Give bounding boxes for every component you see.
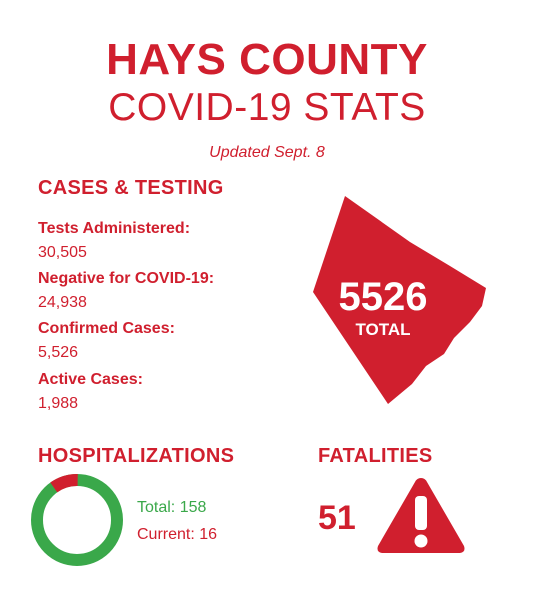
tests-administered-label: Tests Administered: [38, 220, 191, 237]
confirmed-cases-value: 5,526 [38, 344, 79, 361]
hospitalizations-heading: HOSPITALIZATIONS [38, 445, 235, 467]
hospitalizations-donut-chart [30, 473, 124, 567]
current-value: 16 [199, 526, 218, 543]
total-cases-label: TOTAL [355, 320, 411, 339]
fatalities-value: 51 [318, 499, 356, 537]
current-label: Current: [137, 526, 195, 543]
active-cases-label: Active Cases: [38, 371, 143, 388]
fatalities-heading: FATALITIES [318, 445, 433, 467]
donut-current-segment [54, 480, 78, 487]
cases-testing-heading: CASES & TESTING [38, 177, 224, 199]
donut-total-ring [37, 480, 117, 560]
page-title: HAYS COUNTY [106, 35, 428, 84]
hospitalizations-total [137, 498, 206, 518]
negative-label: Negative for COVID-19: [38, 270, 215, 287]
total-value: 158 [179, 499, 207, 516]
tests-administered-value: 30,505 [38, 244, 87, 261]
total-cases-number: 5526 [338, 275, 428, 319]
hospitalizations-current [137, 525, 217, 545]
warning-triangle-icon [375, 474, 467, 556]
active-cases-value: 1,988 [38, 395, 79, 412]
updated-date: Updated Sept. 8 [209, 144, 325, 161]
confirmed-cases-label: Confirmed Cases: [38, 320, 175, 337]
total-label: Total: [137, 499, 176, 516]
page-subtitle: COVID-19 STATS [108, 86, 426, 129]
negative-value: 24,938 [38, 294, 87, 311]
county-map-shape [300, 194, 500, 408]
